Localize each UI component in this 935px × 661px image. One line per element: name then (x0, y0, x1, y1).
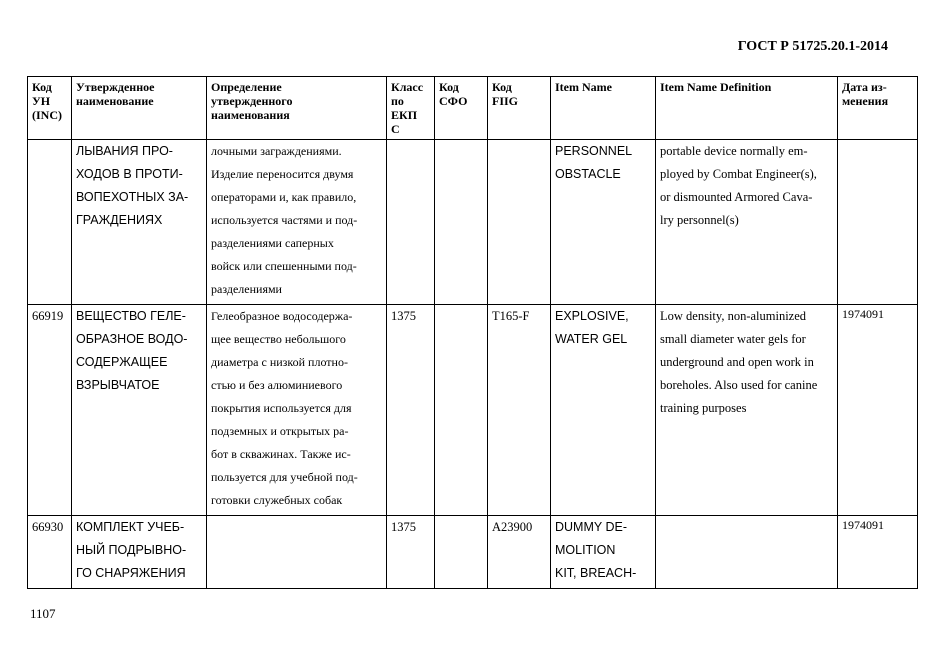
cell-line: ployed by Combat Engineer(s), (660, 167, 817, 181)
header-line: FIIG (492, 94, 519, 108)
document-title: ГОСТ Р 51725.20.1-2014 (737, 39, 888, 54)
header-ekps-class (387, 77, 435, 140)
cell-sfo-code (435, 305, 488, 516)
header-approved-name (72, 77, 207, 140)
cell-line: диаметра с низкой плотно- (211, 355, 348, 369)
table-row (28, 140, 918, 305)
header-line: менения (842, 94, 889, 108)
cell-line: ОБРАЗНОЕ ВОДО- (76, 332, 188, 346)
header-change-date (838, 77, 918, 140)
cell-item-name-definition (656, 305, 838, 516)
header-line: Код (492, 80, 512, 94)
cell-line: операторами и, как правило, (211, 190, 357, 204)
cell-item-name (551, 140, 656, 305)
cell-line: ВОПЕХОТНЫХ ЗА- (76, 190, 189, 204)
header-line: Код (439, 80, 459, 94)
cell-line: стью и без алюминиевого (211, 378, 343, 392)
header-line: утвержденного (211, 94, 293, 108)
cell-change-date: 1974091 (838, 305, 918, 516)
header-line: Код (32, 80, 52, 94)
cell-fiig-code (488, 140, 551, 305)
header-line: по (391, 94, 404, 108)
cell-sfo-code (435, 516, 488, 589)
cell-line: разделениями (211, 282, 282, 296)
header-line: ЕКП (391, 108, 418, 122)
cell-line: OBSTACLE (555, 167, 621, 181)
cell-line: KIT, BREACH- (555, 566, 637, 580)
cell-line: подземных и открытых ра- (211, 424, 349, 438)
cell-line: бот в скважинах. Также ис- (211, 447, 351, 461)
header-line: Дата из- (842, 80, 887, 94)
cell-line: ВЗРЫВЧАТОЕ (76, 378, 160, 392)
cell-line: Изделие переносится двумя (211, 167, 354, 181)
cell-line: WATER GEL (555, 332, 628, 346)
cell-change-date: 1974091 (838, 516, 918, 589)
header-item-name (551, 77, 656, 140)
cell-definition (207, 140, 387, 305)
cell-line: small diameter water gels for (660, 332, 806, 346)
cell-line: ВЕЩЕСТВО ГЕЛЕ- (76, 309, 186, 323)
cell-line: underground and open work in (660, 355, 814, 369)
cell-ekps-class: 1375 (387, 305, 435, 516)
catalog-table (27, 76, 918, 589)
cell-line: EXPLOSIVE, (555, 309, 629, 323)
cell-line: разделениями саперных (211, 236, 334, 250)
cell-code-inc (28, 140, 72, 305)
cell-line: DUMMY DE- (555, 520, 627, 534)
cell-approved-name (72, 305, 207, 516)
cell-line: КОМПЛЕКТ УЧЕБ- (76, 520, 185, 534)
header-line: (INC) (32, 108, 62, 122)
cell-line: готовки служебных собак (211, 493, 343, 507)
cell-fiig-code: A23900 (488, 516, 551, 589)
cell-line: ГО СНАРЯЖЕНИЯ (76, 566, 186, 580)
header-item-name-definition (656, 77, 838, 140)
cell-line: ГРАЖДЕНИЯХ (76, 213, 163, 227)
table-row (28, 516, 918, 589)
cell-line: or dismounted Armored Cava- (660, 190, 813, 204)
header-line: УН (32, 94, 51, 108)
cell-line: войск или спешенными под- (211, 259, 357, 273)
cell-sfo-code (435, 140, 488, 305)
cell-line: лочными заграждениями. (211, 144, 342, 158)
cell-line: используется частями и под- (211, 213, 358, 227)
cell-ekps-class: 1375 (387, 516, 435, 589)
header-sfo-code (435, 77, 488, 140)
cell-line: portable device normally em- (660, 144, 808, 158)
page-number: 1107 (30, 606, 56, 621)
cell-definition (207, 305, 387, 516)
cell-line: СОДЕРЖАЩЕЕ (76, 355, 168, 369)
cell-line: ХОДОВ В ПРОТИ- (76, 167, 183, 181)
cell-line: PERSONNEL (555, 144, 633, 158)
header-line: Item Name (555, 80, 612, 94)
cell-line: lry personnel(s) (660, 213, 739, 227)
header-fiig-code (488, 77, 551, 140)
header-line: Определение (211, 80, 282, 94)
cell-item-name-definition (656, 516, 838, 589)
cell-item-name-definition (656, 140, 838, 305)
table-row (28, 305, 918, 516)
header-line: СФО (439, 94, 468, 108)
table-header-row (28, 77, 918, 140)
header-line: Item Name Definition (660, 80, 772, 94)
cell-line: пользуется для учебной под- (211, 470, 358, 484)
cell-code-inc: 66930 (28, 516, 72, 589)
cell-approved-name (72, 516, 207, 589)
cell-line: MOLITION (555, 543, 616, 557)
header-definition (207, 77, 387, 140)
header-line: С (391, 122, 400, 136)
cell-ekps-class (387, 140, 435, 305)
cell-line: Гелеобразное водосодержа- (211, 309, 353, 323)
cell-line: training purposes (660, 401, 747, 415)
header-line: Класс (391, 80, 424, 94)
cell-line: ЛЫВАНИЯ ПРО- (76, 144, 173, 158)
cell-line: Low density, non-aluminized (660, 309, 807, 323)
cell-line: НЫЙ ПОДРЫВНО- (76, 543, 187, 557)
cell-definition (207, 516, 387, 589)
cell-code-inc: 66919 (28, 305, 72, 516)
cell-line: покрытия используется для (211, 401, 352, 415)
cell-line: щее вещество небольшого (211, 332, 346, 346)
cell-item-name (551, 516, 656, 589)
cell-line: boreholes. Also used for canine (660, 378, 818, 392)
cell-change-date (838, 140, 918, 305)
header-line: наименования (211, 108, 290, 122)
cell-fiig-code: T165-F (488, 305, 551, 516)
header-line: наименование (76, 94, 154, 108)
header-code-inc (28, 77, 72, 140)
cell-approved-name (72, 140, 207, 305)
header-line: Утвержденное (76, 80, 155, 94)
cell-item-name (551, 305, 656, 516)
